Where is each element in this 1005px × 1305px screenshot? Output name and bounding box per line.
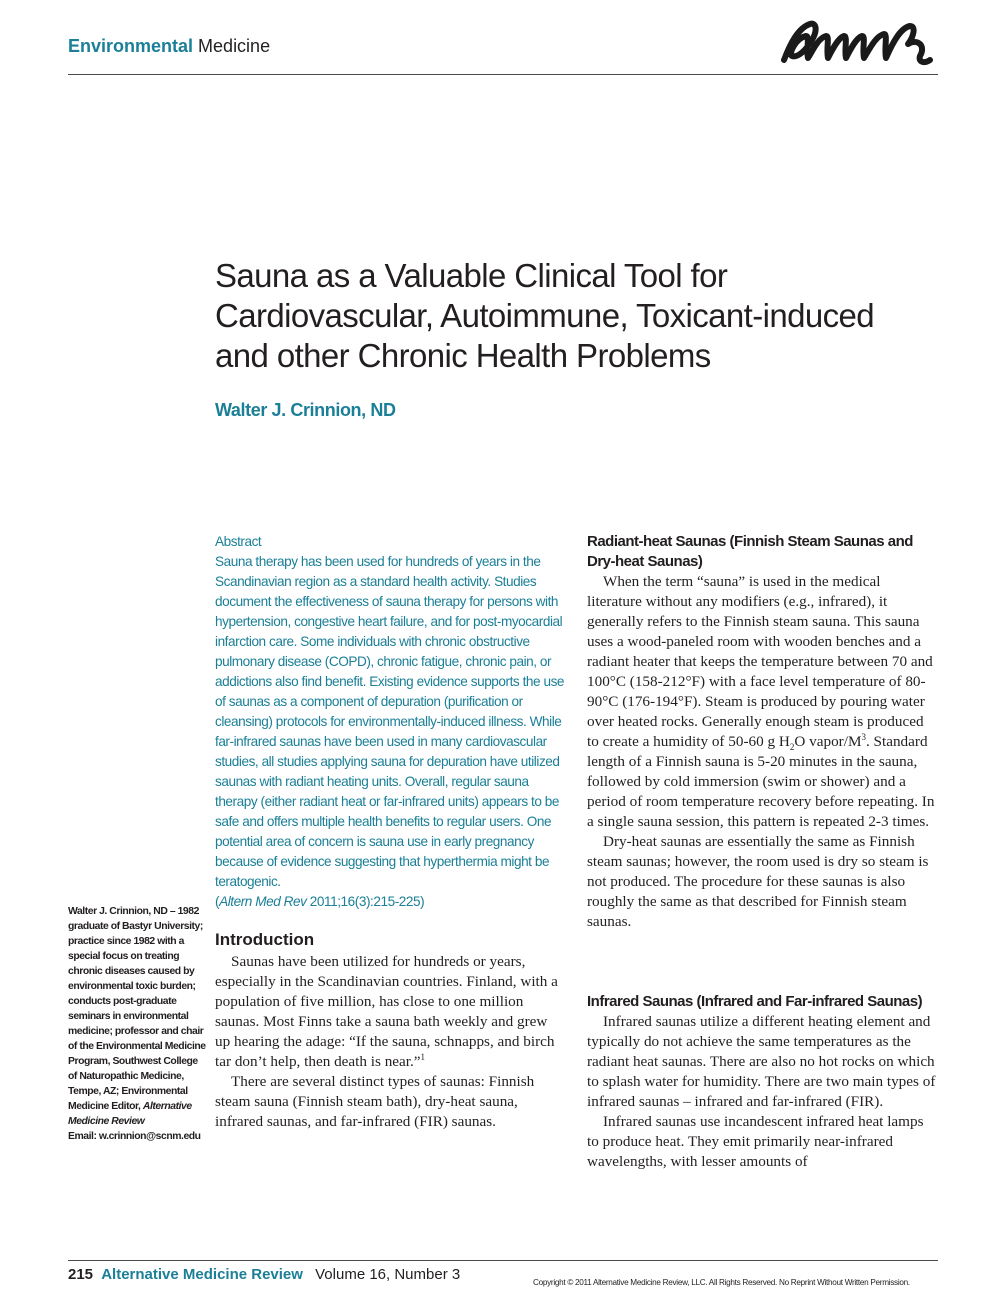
journal-section-label (68, 36, 270, 57)
abstract (215, 532, 570, 912)
infrared-paragraph: Infrared saunas use incandescent infrared heat lamps to produce heat. They emit primarily near-infrared wavelengths, with lesser amounts of (587, 1113, 924, 1170)
footer-volume: Volume 16, Number 3 (315, 1266, 461, 1283)
footer-info (68, 1266, 460, 1283)
footer-journal: Alternative Medicine Review (101, 1266, 303, 1283)
bio-text: Walter J. Crinnion, ND – 1982 graduate of Bastyr University; practice since 1982 with a special focus on treating chronic diseases caused by environmental toxic burden; conducts post-graduate seminars in environmental medicine; professor and chair of the Environmental Medicine Program, Southwest College of Naturopathic Medicine, Tempe, AZ; Environmental Medicine Editor, (68, 906, 206, 1112)
radiant-paragraph: When the term “sauna” is used in the medical literature without any modifiers (e.g., infrared), it generally refers to the Finnish steam sauna. This sauna uses a wood-paneled room with wooden benches and a radiant heater that keeps the temperature between 70 and 100°C (158-212°F) with a face level temperature of 80-90°C (176-194°F). Steam is produced by pouring water over heated rocks. Generally enough steam is produced to create a humidity of 50-60 g $H_2O$ vapor/$M^3$. Standard length of a Finnish sauna is 5-20 minutes in the sauna, followed by cold immersion (swim or shower) and a period of room temperature recovery before repeating. In a single sauna session, this pattern is repeated 2-3 times. (587, 573, 935, 830)
citation-journal: Altern Med Rev (219, 894, 307, 909)
intro-paragraph: There are several distinct types of saunas: Finnish steam sauna (Finnish steam bath), dry-heat sauna, infrared saunas, and far-infrared (FIR) saunas. (215, 1073, 535, 1130)
article-title: Sauna as a Valuable Clinical Tool for Cardiovascular, Autoimmune, Toxicant-induced and other Chronic Health Problems (215, 257, 875, 374)
bio-journal: Alternative Medicine Review (68, 1101, 192, 1127)
infrared-heading: Infrared Saunas (Infrared and Far-infrared Saunas) (587, 993, 923, 1010)
reference-link[interactable]: 1 (420, 1051, 426, 1062)
infrared-body (587, 1012, 937, 1172)
infrared-paragraph: Infrared saunas utilize a different heating element and typically do not achieve the same temperatures as the radiant heat saunas. There are also no hot rocks on which to splash water for humidity. There are two main types of infrared saunas – infrared and far-infrared (FIR). (587, 1013, 936, 1110)
section-rest: Medicine (198, 36, 271, 56)
radiant-paragraph: Dry-heat saunas are essentially the same as Finnish steam saunas; however, the room used is dry so steam is not produced. The procedure for these saunas is also roughly the same as that described for Finnish steam saunas. (587, 833, 929, 930)
copyright-notice: Copyright © 2011 Alternative Medicine Review, LLC. All Rights Reserved. No Reprint Without Written Permission. (533, 1278, 910, 1287)
abstract-body: Sauna therapy has been used for hundreds of years in the Scandinavian region as a standard health activity. Studies document the effectiveness of sauna therapy for persons with hypertension, congestive heart failure, and for post-myocardial infarction care. Some individuals with chronic obstructive pulmonary disease (COPD), chronic fatigue, chronic pain, or addictions also find benefit. Existing evidence supports the use of saunas as a component of depuration (purification or cleansing) protocols for environmentally-induced illness. While far-infrared saunas have been used in many cardiovascular studies, all studies applying sauna for depuration have utilized saunas with radiant heating units. Overall, regular sauna therapy (either radiant heat or far-infrared units) appears to be safe and offers multiple health benefits to regular users. One potential area of concern is sauna use in early pregnancy because of evidence suggesting that hyperthermia might be teratogenic. (215, 554, 565, 889)
abstract-heading: Abstract (215, 534, 262, 549)
amr-logo-icon (776, 14, 936, 72)
page-number: 215 (68, 1266, 94, 1283)
introduction-body (215, 952, 565, 1132)
bio-email[interactable]: Email: w.crinnion@scnm.edu (68, 1131, 201, 1142)
intro-paragraph: Saunas have been utilized for hundreds or years, especially in the Scandinavian countries. Finland, with a population of five million, has close to one million saunas. Most Finns take a sauna bath weekly and grew up hearing the adage: “If the sauna, schnapps, and birch tar don’t help, then death is near.”$^1$ (215, 953, 558, 1070)
section-accent: Environmental (68, 36, 194, 56)
header-divider (68, 74, 938, 75)
footer-divider (68, 1260, 938, 1261)
author-bio (68, 904, 208, 1144)
abstract-citation: (Altern Med Rev 2011;16(3):215-225) (215, 894, 425, 909)
radiant-heading: Radiant-heat Saunas (Finnish Steam Saunas and Dry-heat Saunas) (587, 533, 913, 570)
introduction-heading: Introduction (215, 930, 315, 949)
article-author: Walter J. Crinnion, ND (215, 400, 396, 420)
radiant-body (587, 572, 937, 932)
